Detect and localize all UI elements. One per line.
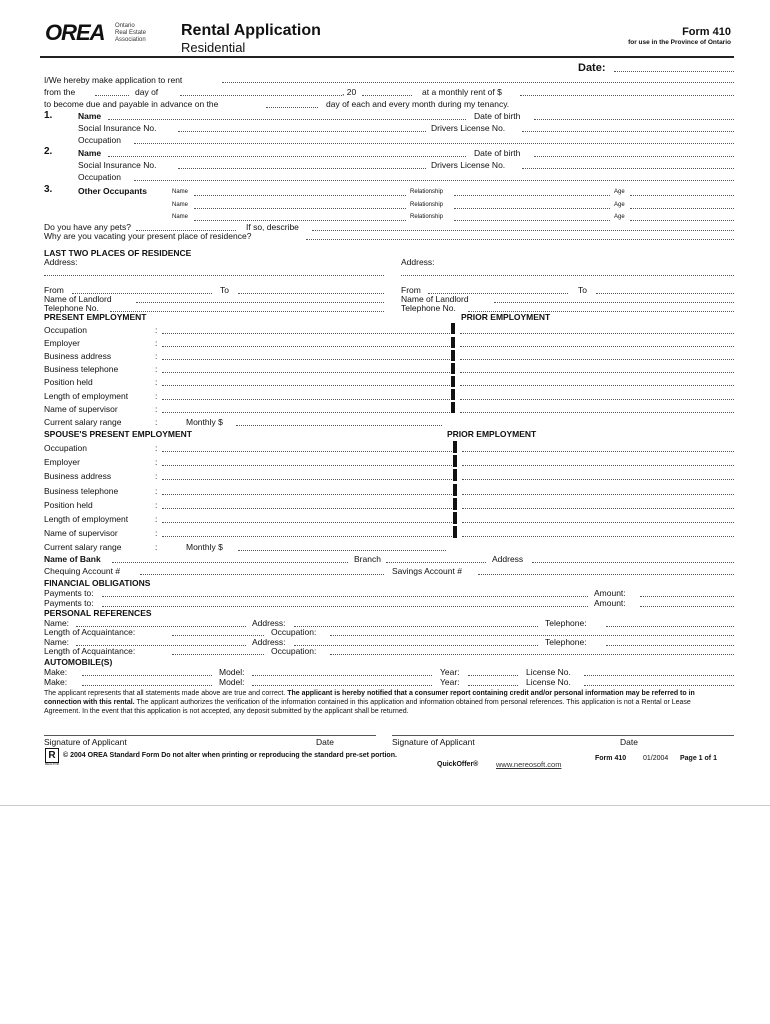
signature-2-line[interactable] — [392, 735, 734, 736]
savings-field[interactable] — [478, 574, 734, 575]
residence-1-address-label: Address: — [44, 257, 78, 267]
column-divider — [451, 350, 455, 361]
employment-salary-label: Current salary range — [44, 542, 122, 552]
applicant-1-occupation-field[interactable] — [134, 143, 734, 144]
employment-supervisor-label: Name of supervisor — [44, 404, 118, 414]
disclaimer-text: The applicant authorizes the verification of the information contained in this application and information obtained from personal references. This application is not a Rental or Lease Agreement. In the event that this application is not accepted, any deposit submitted by the applicant shall be returned. — [44, 699, 691, 715]
financial-title: FINANCIAL OBLIGATIONS — [44, 578, 151, 588]
colon: : — [155, 351, 158, 361]
prior-occupation-field[interactable] — [460, 333, 734, 334]
applicant-1-license-label: Drivers License No. — [431, 123, 506, 133]
auto-1-year-field[interactable] — [468, 675, 518, 676]
pets-describe-field[interactable] — [312, 230, 734, 231]
monthly-rent-label: at a monthly rent of $ — [422, 87, 502, 97]
residence-1-telephone-label: Telephone No. — [44, 303, 99, 313]
form-number: Form 410 — [682, 26, 731, 38]
auto-1-license-field[interactable] — [584, 675, 734, 676]
applicant-2-sin-field[interactable] — [178, 168, 426, 169]
signature-2-label: Signature of Applicant — [392, 737, 475, 747]
colon: : — [155, 457, 158, 467]
occupants-number: 3. — [44, 184, 53, 195]
payments-label: Payments to: — [44, 588, 94, 598]
spouse-employment-title: SPOUSE'S PRESENT EMPLOYMENT — [44, 429, 192, 439]
day-of-label: day of — [135, 87, 159, 97]
model-label: Model: — [219, 667, 245, 677]
applicant-1-dob-field[interactable] — [534, 119, 734, 120]
references-title: PERSONAL REFERENCES — [44, 608, 152, 618]
residence-2-address-label: Address: — [401, 257, 435, 267]
present-position-field[interactable] — [162, 385, 450, 386]
applicant-2-dob-field[interactable] — [534, 156, 734, 157]
quickoffer-label: QuickOffer® — [437, 761, 479, 768]
reference-occupation-label: Occupation: — [271, 646, 317, 656]
column-divider — [451, 363, 455, 374]
applicant-1-sin-label: Social Insurance No. — [78, 123, 157, 133]
occupant-age-field[interactable] — [630, 208, 734, 209]
pets-describe-label: If so, describe — [246, 222, 299, 232]
intro-line: I/We hereby make application to rent — [44, 75, 183, 85]
occupant-age-label: Age — [614, 202, 625, 208]
applicant-2-occupation-field[interactable] — [134, 180, 734, 181]
applicant-1-name-label: Name — [78, 111, 102, 121]
disclaimer-notice: The applicant is hereby notified that a consumer report containing credit and/or personal information may be referred to in connection with this rental. — [44, 690, 695, 706]
residence-1-telephone-field[interactable] — [110, 311, 384, 312]
prior-position-field[interactable] — [460, 385, 734, 386]
applicant-2-license-label: Drivers License No. — [431, 160, 506, 170]
spouse-prior-position-field[interactable] — [462, 508, 734, 509]
monthly-label: Monthly $ — [186, 542, 223, 552]
occupant-name-label: Name — [172, 214, 189, 220]
prior-business-telephone-field[interactable] — [460, 372, 734, 373]
date-label: Date: — [578, 62, 606, 74]
reference-name-label: Name: — [44, 637, 70, 647]
start-month-field[interactable] — [180, 95, 342, 96]
employment-business-telephone-label: Business telephone — [44, 364, 119, 374]
employment-supervisor-label: Name of supervisor — [44, 528, 118, 538]
occupant-relationship-label: Relationship — [410, 189, 444, 195]
colon: : — [155, 325, 158, 335]
spouse-prior-employment-title: PRIOR EMPLOYMENT — [447, 429, 537, 439]
signature-2-date-label: Date — [620, 737, 638, 747]
present-business-address-field[interactable] — [162, 359, 450, 360]
employment-occupation-label: Occupation — [44, 443, 87, 453]
logo-sub-line: Ontario — [115, 23, 135, 29]
occupant-relationship-label: Relationship — [410, 202, 444, 208]
reference-acquaintance-label: Length of Acquaintance: — [44, 646, 136, 656]
each-month-label: day of each and every month during my tenancy. — [326, 99, 510, 109]
spouse-prior-business-telephone-field[interactable] — [462, 494, 734, 495]
colon: : — [155, 404, 158, 414]
colon: : — [155, 443, 158, 453]
footer-form-number: Form 410 — [595, 755, 627, 762]
residence-2-from-label: From — [401, 285, 421, 295]
occupant-relationship-field[interactable] — [454, 220, 610, 221]
residence-2-to-label: To — [578, 285, 587, 295]
auto-2-model-field[interactable] — [252, 685, 432, 686]
amount-label: Amount: — [594, 598, 626, 608]
realtor-r-logo: R — [45, 748, 59, 763]
bank-address-label: Address — [492, 554, 524, 564]
spouse-position-field[interactable] — [162, 508, 452, 509]
occupant-name-field[interactable] — [194, 220, 406, 221]
year-label: , 20 — [342, 87, 357, 97]
province-note: for use in the Province of Ontario — [628, 39, 731, 46]
residence-section-title: LAST TWO PLACES OF RESIDENCE — [44, 248, 192, 258]
orea-logo-subtitle — [115, 23, 146, 44]
reference-1-address-field[interactable] — [294, 626, 538, 627]
occupant-age-field[interactable] — [630, 220, 734, 221]
applicant-disclaimer — [44, 689, 728, 716]
prior-employment-title: PRIOR EMPLOYMENT — [461, 312, 551, 322]
chequing-label: Chequing Account # — [44, 566, 121, 576]
employment-business-address-label: Business address — [44, 351, 112, 361]
applicant-1-name-field[interactable] — [108, 119, 466, 120]
present-supervisor-field[interactable] — [162, 412, 450, 413]
amount-label: Amount: — [594, 588, 626, 598]
residence-1-landlord-label: Name of Landlord — [44, 294, 112, 304]
reference-2-acquaintance-field[interactable] — [172, 654, 264, 655]
column-divider — [451, 376, 455, 387]
spouse-prior-occupation-field[interactable] — [462, 451, 734, 452]
column-divider — [453, 512, 457, 524]
employment-position-label: Position held — [44, 500, 93, 510]
due-label: to become due and payable in advance on the — [44, 99, 219, 109]
make-label: Make: — [44, 667, 68, 677]
spouse-employer-field[interactable] — [162, 465, 452, 466]
employment-occupation-label: Occupation — [44, 325, 87, 335]
from-the-label: from the — [44, 87, 76, 97]
column-divider — [453, 498, 457, 510]
residence-2-address-field[interactable] — [401, 275, 734, 276]
applicant-1-sin-field[interactable] — [178, 131, 426, 132]
orea-logo — [45, 20, 147, 45]
colon: : — [155, 338, 158, 348]
prior-business-address-field[interactable] — [460, 359, 734, 360]
year-label: Year: — [440, 667, 460, 677]
auto-1-model-field[interactable] — [252, 675, 432, 676]
employment-salary-label: Current salary range — [44, 417, 122, 427]
signature-1-line[interactable] — [44, 735, 376, 736]
applicant-1-occupation-label: Occupation — [78, 135, 121, 145]
spouse-business-address-field[interactable] — [162, 479, 452, 480]
logo-sub-line: Association — [115, 37, 146, 43]
amount-field[interactable] — [640, 606, 734, 607]
residence-1-address-field[interactable] — [44, 275, 384, 276]
amount-field[interactable] — [640, 596, 734, 597]
colon: : — [155, 417, 158, 427]
payments-label: Payments to: — [44, 598, 94, 608]
occupant-age-field[interactable] — [630, 195, 734, 196]
column-divider — [453, 441, 457, 453]
bank-branch-field[interactable] — [386, 562, 486, 563]
employment-position-label: Position held — [44, 377, 93, 387]
bank-branch-label: Branch — [354, 554, 381, 564]
reference-telephone-label: Telephone: — [545, 618, 587, 628]
footer-form-date: 01/2004 — [643, 755, 669, 762]
spouse-prior-supervisor-field[interactable] — [462, 536, 734, 537]
residence-1-to-label: To — [220, 285, 229, 295]
reference-2-occupation-field[interactable] — [330, 654, 734, 655]
employment-business-address-label: Business address — [44, 471, 112, 481]
bank-name-field[interactable] — [112, 562, 348, 563]
spouse-length-field[interactable] — [162, 522, 452, 523]
spouse-occupation-field[interactable] — [162, 451, 452, 452]
occupant-name-label: Name — [172, 202, 189, 208]
rental-address-field[interactable] — [222, 82, 734, 83]
page-edge — [0, 805, 770, 806]
reference-address-label: Address: — [252, 637, 286, 647]
reference-2-telephone-field[interactable] — [606, 645, 734, 646]
disclaimer-text: The applicant represents that all statements made above are true and correct. — [44, 690, 288, 697]
applicant-2-name-field[interactable] — [108, 156, 466, 157]
spouse-salary-field[interactable] — [238, 550, 446, 551]
column-divider — [453, 484, 457, 496]
reference-name-label: Name: — [44, 618, 70, 628]
reference-telephone-label: Telephone: — [545, 637, 587, 647]
residence-1-landlord-field[interactable] — [136, 302, 384, 303]
column-divider — [453, 455, 457, 467]
form-subtitle: Residential — [181, 40, 246, 55]
employment-employer-label: Employer — [44, 457, 80, 467]
savings-label: Savings Account # — [392, 566, 462, 576]
residence-1-from-label: From — [44, 285, 64, 295]
monthly-rent-field[interactable] — [520, 95, 734, 96]
present-salary-field[interactable] — [236, 425, 442, 426]
automobile-title: AUTOMOBILE(S) — [44, 657, 113, 667]
residence-1-to-field[interactable] — [238, 293, 384, 294]
residence-2-landlord-field[interactable] — [494, 302, 734, 303]
present-length-field[interactable] — [162, 399, 450, 400]
occupant-age-label: Age — [614, 189, 625, 195]
occupant-relationship-field[interactable] — [454, 195, 610, 196]
spouse-business-telephone-field[interactable] — [162, 494, 452, 495]
spouse-prior-employer-field[interactable] — [462, 465, 734, 466]
spouse-supervisor-field[interactable] — [162, 536, 452, 537]
applicant-1-dob-label: Date of birth — [474, 111, 521, 121]
signature-1-date-label: Date — [316, 737, 334, 747]
colon: : — [155, 486, 158, 496]
column-divider — [453, 469, 457, 481]
reference-1-telephone-field[interactable] — [606, 626, 734, 627]
pets-question: Do you have any pets? — [44, 222, 131, 232]
auto-1-make-field[interactable] — [82, 675, 212, 676]
reference-occupation-label: Occupation: — [271, 627, 317, 637]
applicant-1-number: 1. — [44, 110, 53, 121]
start-year-field[interactable] — [362, 95, 412, 96]
footer-page-number: Page 1 of 1 — [680, 755, 717, 762]
reference-1-occupation-field[interactable] — [330, 635, 734, 636]
applicant-1-license-field[interactable] — [522, 131, 734, 132]
spouse-prior-business-address-field[interactable] — [462, 479, 734, 480]
nereosoft-link[interactable]: www.nereosoft.com — [496, 760, 562, 769]
column-divider — [451, 402, 455, 413]
spouse-prior-length-field[interactable] — [462, 522, 734, 523]
residence-2-landlord-label: Name of Landlord — [401, 294, 469, 304]
prior-length-field[interactable] — [460, 399, 734, 400]
employment-length-label: Length of employment — [44, 514, 129, 524]
year-label: Year: — [440, 677, 460, 687]
make-label: Make: — [44, 677, 68, 687]
present-business-telephone-field[interactable] — [162, 372, 450, 373]
orea-logo-mark: OREA — [45, 20, 105, 45]
column-divider — [451, 337, 455, 348]
vacating-reason-field[interactable] — [306, 239, 734, 240]
occupant-name-field[interactable] — [194, 208, 406, 209]
colon: : — [155, 364, 158, 374]
auto-2-license-field[interactable] — [584, 685, 734, 686]
occupant-age-label: Age — [614, 214, 625, 220]
column-divider — [451, 323, 455, 334]
payments-field[interactable] — [102, 606, 588, 607]
license-label: License No. — [526, 667, 571, 677]
residence-2-to-field[interactable] — [596, 293, 734, 294]
present-employer-field[interactable] — [162, 346, 450, 347]
signature-1-label: Signature of Applicant — [44, 737, 127, 747]
occupant-name-label: Name — [172, 189, 189, 195]
copyright-notice: © 2004 OREA Standard Form Do not alter when printing or reproducing the standard pre-set portion. — [63, 752, 397, 759]
occupant-name-field[interactable] — [194, 195, 406, 196]
reference-2-address-field[interactable] — [294, 645, 538, 646]
present-employment-title: PRESENT EMPLOYMENT — [44, 312, 147, 322]
vacating-question: Why are you vacating your present place of residence? — [44, 231, 252, 241]
employment-employer-label: Employer — [44, 338, 80, 348]
license-label: License No. — [526, 677, 571, 687]
applicant-2-dob-label: Date of birth — [474, 148, 521, 158]
residence-2-telephone-label: Telephone No. — [401, 303, 456, 313]
occupant-relationship-field[interactable] — [454, 208, 610, 209]
colon: : — [155, 391, 158, 401]
logo-sub-line: Real Estate — [115, 30, 147, 36]
form-title: Rental Application — [181, 22, 321, 39]
applicant-2-name-label: Name — [78, 148, 102, 158]
present-occupation-field[interactable] — [162, 333, 450, 334]
auto-2-year-field[interactable] — [468, 685, 518, 686]
occupant-relationship-label: Relationship — [410, 214, 444, 220]
monthly-label: Monthly $ — [186, 417, 223, 427]
applicant-2-license-field[interactable] — [522, 168, 734, 169]
column-divider — [451, 389, 455, 400]
colon: : — [155, 542, 158, 552]
header-rule — [40, 56, 734, 58]
employment-business-telephone-label: Business telephone — [44, 486, 119, 496]
colon: : — [155, 528, 158, 538]
date-field[interactable] — [614, 71, 734, 72]
start-day-field[interactable] — [95, 95, 129, 96]
prior-employer-field[interactable] — [460, 346, 734, 347]
model-label: Model: — [219, 677, 245, 687]
reference-acquaintance-label: Length of Acquaintance: — [44, 627, 136, 637]
reference-address-label: Address: — [252, 618, 286, 628]
bank-name-label: Name of Bank — [44, 554, 101, 564]
chequing-field[interactable] — [140, 574, 384, 575]
column-divider — [453, 526, 457, 538]
occupants-label: Other Occupants — [78, 186, 147, 196]
payments-field[interactable] — [102, 596, 588, 597]
colon: : — [155, 500, 158, 510]
colon: : — [155, 377, 158, 387]
employment-length-label: Length of employment — [44, 391, 129, 401]
bank-address-field[interactable] — [532, 562, 734, 563]
applicant-2-occupation-label: Occupation — [78, 172, 121, 182]
colon: : — [155, 514, 158, 524]
auto-2-make-field[interactable] — [82, 685, 212, 686]
realtor-logo-text: REALTOR — [45, 762, 59, 766]
prior-supervisor-field[interactable] — [460, 412, 734, 413]
colon: : — [155, 471, 158, 481]
applicant-2-number: 2. — [44, 146, 53, 157]
applicant-2-sin-label: Social Insurance No. — [78, 160, 157, 170]
due-day-field[interactable] — [266, 107, 318, 108]
reference-1-acquaintance-field[interactable] — [172, 635, 264, 636]
